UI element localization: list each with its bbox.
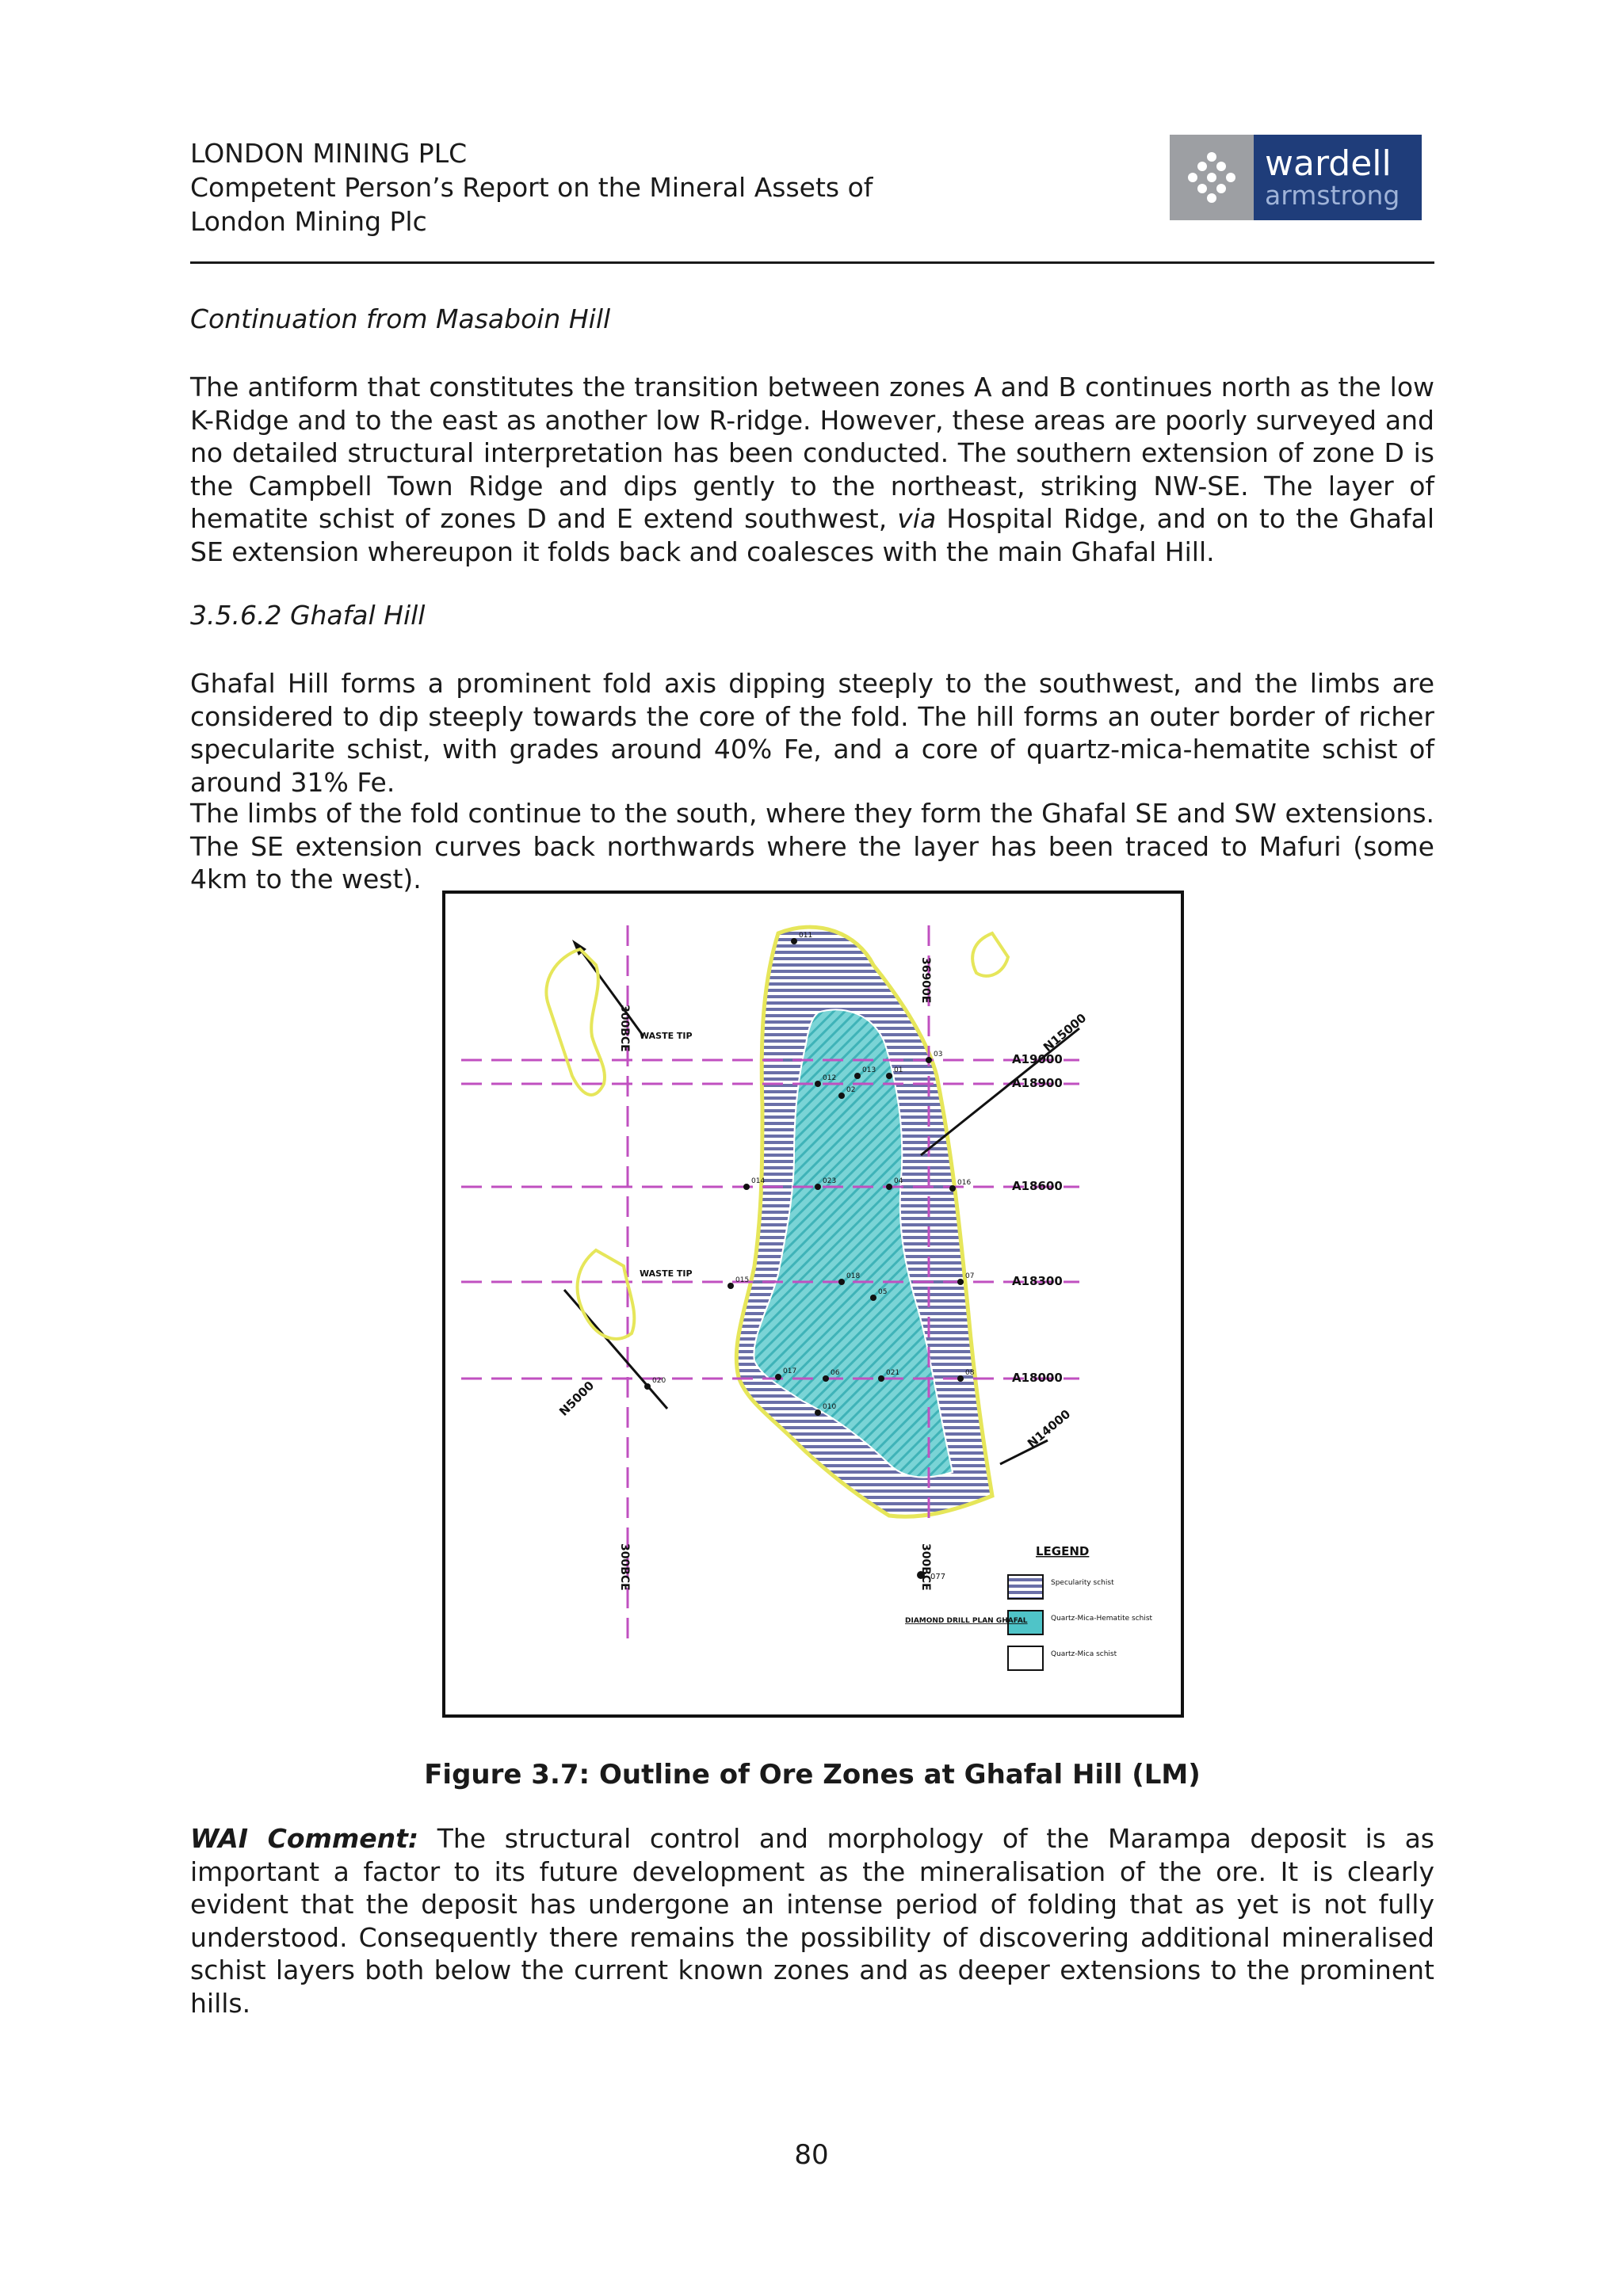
paragraph-ghafal-1: Ghafal Hill forms a prominent fold axis dipping steeply to the southwest, and the limbs are considered to dip steeply towards the core of the fold. The hill forms an outer border of richer specularite schist, with grades around 40% Fe, and a core of quartz-mica-hematite schist of around 31% Fe. xyxy=(190,668,1434,798)
legend-swatch-specularity xyxy=(1008,1575,1043,1599)
drill-hole-label: 023 xyxy=(823,1177,837,1185)
drill-hole xyxy=(743,1184,750,1190)
drill-hole-label: 014 xyxy=(751,1177,766,1185)
logo-mark-icon xyxy=(1170,135,1254,220)
drill-hole-label: 05 xyxy=(878,1288,888,1296)
legend-label-qmh: Quartz-Mica-Hematite schist xyxy=(1051,1615,1153,1623)
header-divider xyxy=(190,261,1434,264)
label-easting-top-left: 300BCE xyxy=(618,1005,631,1052)
drill-hole-label: 021 xyxy=(886,1369,900,1377)
wai-comment-label: WAI Comment: xyxy=(190,1823,419,1854)
drill-hole-label: 06 xyxy=(831,1369,840,1377)
drill-hole-label: 04 xyxy=(894,1177,903,1185)
header-report-title: Competent Person’s Report on the Mineral Assets of xyxy=(190,172,873,203)
wai-comment-text: The structural control and morphology of the Marampa deposit is as important a factor to its future development as the mineralisation of the ore. It is clearly evident that the deposit has undergone an intense period of folding that as yet is not fully understood. Consequently there remains the possibility of discovering additional mineralised schist layers both below the current known zones and as deeper extensions to the prominent hills. xyxy=(190,1823,1434,2019)
section-heading-masaboin: Continuation from Masaboin Hill xyxy=(190,303,611,334)
waste-tip-south xyxy=(578,1250,635,1339)
drill-hole xyxy=(815,1409,821,1416)
drill-hole xyxy=(854,1073,861,1079)
paragraph-masaboin-end: Hospital Ridge, and on to the Ghafal SE extension whereupon it folds back and coalesces with the main Ghafal Hill. xyxy=(190,503,1434,567)
ghafal-hill-map-figure xyxy=(442,891,1184,1718)
legend-drill-key: 077 xyxy=(930,1573,946,1581)
waste-tip-north xyxy=(546,949,605,1095)
drill-hole xyxy=(870,1295,876,1301)
drill-hole-label: 010 xyxy=(823,1403,837,1411)
wardell-armstrong-logo xyxy=(1170,135,1422,220)
paragraph-masaboin-text: The antiform that constitutes the transition between zones A and B continues north as the low K-Ridge and to the east as another low R-ridge. However, these areas are poorly surveyed and no detailed structural interpretation has been conducted. The southern extension of zone D is the Campbell Town Ridge and dips gently to the northeast, striking NW-SE. The layer of hematite schist of zones D and E extend southwest, xyxy=(190,372,1434,534)
label-a18000: A18000 xyxy=(1012,1371,1063,1385)
drill-hole xyxy=(727,1283,734,1289)
header-report-subtitle: London Mining Plc xyxy=(190,206,427,237)
drill-hole-label: 018 xyxy=(846,1272,861,1280)
drill-hole-label: 012 xyxy=(823,1074,837,1082)
drill-hole xyxy=(775,1374,781,1380)
label-a18300: A18300 xyxy=(1012,1274,1063,1288)
drill-hole-label: 01 xyxy=(894,1066,903,1074)
north-arrow xyxy=(580,949,643,1036)
drill-hole xyxy=(957,1279,964,1285)
label-n5000: N5000 xyxy=(556,1378,598,1419)
drill-hole xyxy=(886,1184,892,1190)
page-number: 80 xyxy=(794,2139,829,2171)
legend-title: LEGEND xyxy=(1036,1544,1090,1558)
drill-hole xyxy=(644,1383,651,1390)
map-legend xyxy=(905,1544,1153,1670)
legend-drill-label: DIAMOND DRILL PLAN GHAFAL xyxy=(905,1617,1028,1625)
drill-hole-label: 03 xyxy=(934,1051,943,1058)
logo-word-armstrong: armstrong xyxy=(1265,180,1400,211)
drill-hole xyxy=(886,1073,892,1079)
drill-hole-label: 015 xyxy=(735,1276,750,1284)
drill-hole xyxy=(957,1375,964,1382)
waste-tip-east xyxy=(972,933,1008,976)
figure-caption: Figure 3.7: Outline of Ore Zones at Ghafal Hill (LM) xyxy=(424,1759,1201,1791)
drill-hole-label: 07 xyxy=(965,1272,975,1280)
label-waste-tip-north: WASTE TIP xyxy=(640,1031,693,1041)
wai-comment xyxy=(190,1822,1434,2019)
label-easting-bottom-right: 300BCE xyxy=(919,1543,932,1591)
label-a18900: A18900 xyxy=(1012,1076,1063,1090)
label-a18600: A18600 xyxy=(1012,1179,1063,1193)
paragraph-masaboin xyxy=(190,371,1434,568)
drill-hole xyxy=(878,1375,884,1382)
section-heading-ghafal: 3.5.6.2 Ghafal Hill xyxy=(190,600,426,631)
drill-hole-label: 013 xyxy=(862,1066,876,1074)
logo-word-wardell: wardell xyxy=(1265,143,1392,184)
legend-swatch-qm xyxy=(1008,1646,1043,1670)
drill-hole xyxy=(838,1279,845,1285)
drill-hole xyxy=(791,938,797,944)
drill-hole-label: 02 xyxy=(846,1086,856,1094)
drill-hole-label: 016 xyxy=(957,1179,972,1187)
drill-hole xyxy=(838,1093,845,1099)
label-waste-tip-south: WASTE TIP xyxy=(640,1268,693,1279)
drill-hole xyxy=(949,1185,956,1192)
drill-hole xyxy=(926,1057,932,1063)
drill-hole-label: 020 xyxy=(652,1377,666,1385)
drill-hole-label: 017 xyxy=(783,1367,797,1375)
header-company: LONDON MINING PLC xyxy=(190,138,468,169)
label-n15000: N15000 xyxy=(1041,1010,1090,1055)
ghafal-hill-map xyxy=(445,894,1181,1714)
drill-hole xyxy=(823,1375,829,1382)
label-easting-bottom-left: 300BCE xyxy=(618,1543,631,1591)
legend-label-specularity: Specularity schist xyxy=(1051,1579,1114,1587)
drill-hole-label: 011 xyxy=(799,932,813,940)
drill-hole-label: 08 xyxy=(965,1369,975,1377)
drill-hole xyxy=(815,1184,821,1190)
paragraph-ghafal-2: The limbs of the fold continue to the south, where they form the Ghafal SE and SW extensions. The SE extension curves back northwards where the layer has been traced to Mafuri (some 4km to the west). xyxy=(190,798,1434,894)
label-a19000: A19000 xyxy=(1012,1052,1063,1066)
paragraph-masaboin-via: via xyxy=(897,503,937,534)
label-easting-top-right: 36900E xyxy=(919,957,932,1004)
drill-hole xyxy=(815,1081,821,1087)
legend-label-qm: Quartz-Mica schist xyxy=(1051,1650,1117,1658)
label-n14000: N14000 xyxy=(1025,1406,1074,1451)
